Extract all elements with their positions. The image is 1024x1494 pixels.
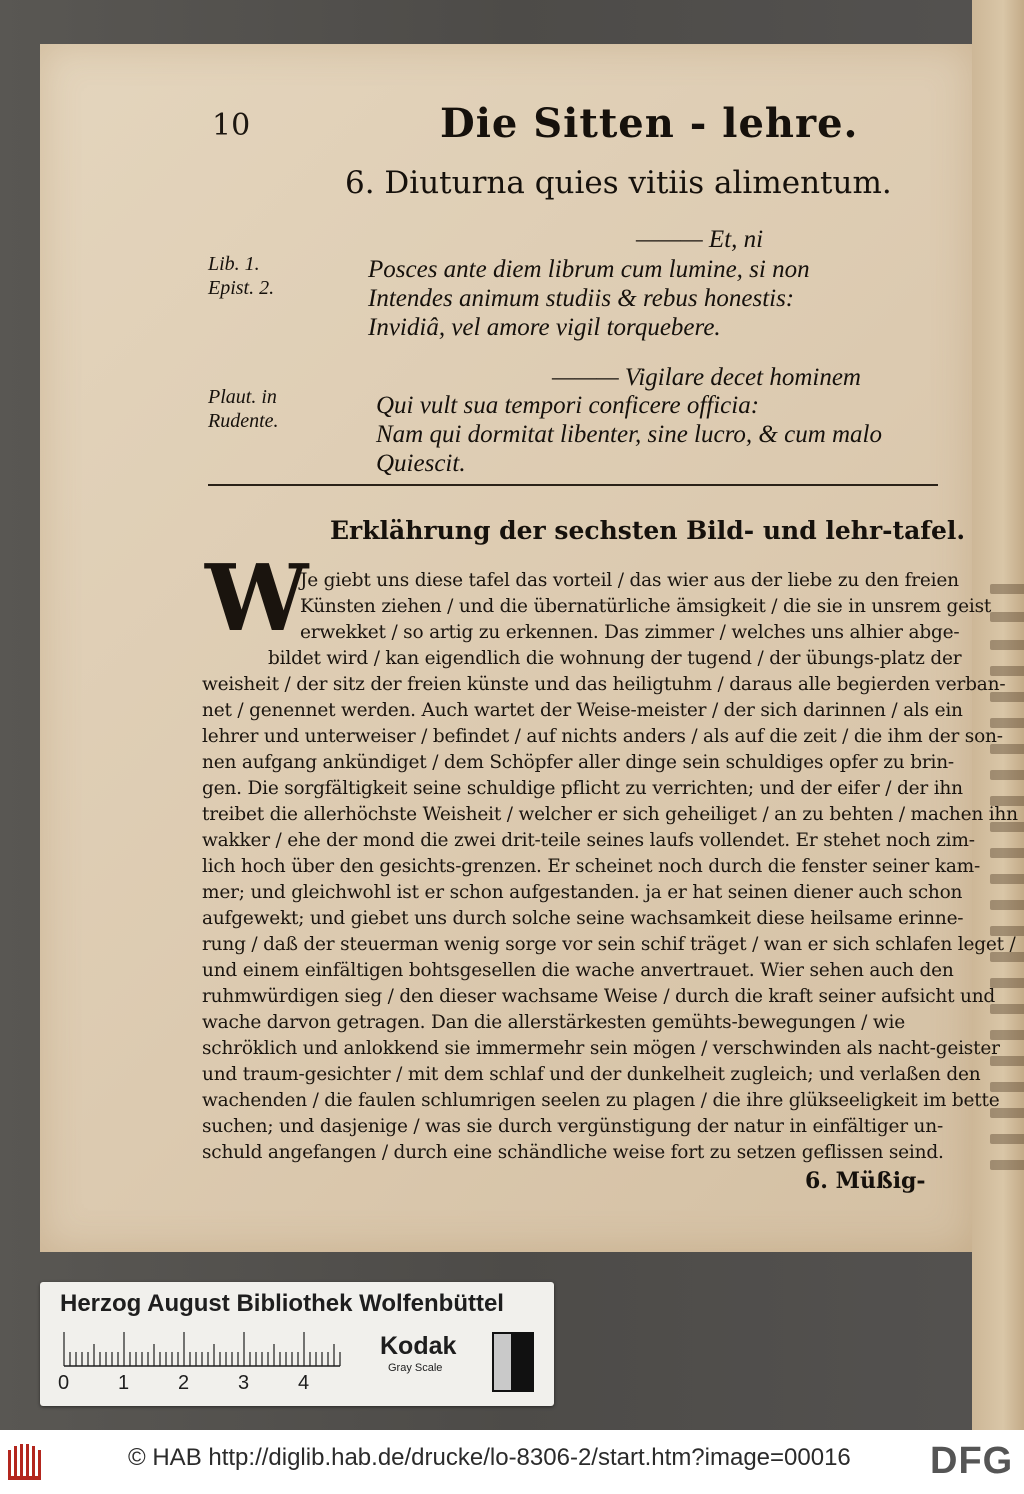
ruler-number: 1 (118, 1372, 130, 1394)
gray-patch-icon (492, 1332, 534, 1392)
body-line: rung / daß der steuerman wenig sorge vor sein schif träget / wan er sich schlafen leget / (202, 934, 1016, 955)
verse-line: Posces ante diem librum cum lumine, si non (368, 256, 810, 283)
body-line: und einem einfältigen bohtsgesellen die wache anvertrauet. Wier sehen auch den (202, 960, 954, 981)
running-head: Die Sitten - lehre. (440, 100, 859, 147)
verse-line: Nam qui dormitat libenter, sine lucro, & cum malo (376, 421, 882, 448)
margin-note-line: Epist. 2. (208, 277, 275, 299)
gray-scale-label: Gray Scale (388, 1362, 443, 1374)
body-line: lehrer und unterweiser / befindet / auf nichts anders / als auf die zeit / die ihm der son- (202, 726, 1003, 747)
body-line: schuld angefangen / durch eine schändliche weise fort zu setzen geflissen seind. (202, 1142, 944, 1163)
body-line: und traum-gesichter / mit dem schlaf und der dunkelheit zugleich; und verlaßen den (202, 1064, 981, 1085)
body-line: wakker / ehe der mond die zwei drit-teile seines laufs vollendet. Er stehet noch zim- (202, 830, 975, 851)
footer-bar (0, 1430, 1024, 1494)
body-line: gen. Die sorgfältigkeit seine schuldige pflicht zu verrichten; und der eifer / der ihn (202, 778, 963, 799)
hab-logo-icon (6, 1440, 50, 1484)
margin-note-line: Plaut. in (208, 386, 277, 408)
body-line: erwekket / so artig zu erkennen. Das zimmer / welches uns alhier abge- (300, 622, 960, 643)
verse-line: Intendes animum studiis & rebus honestis: (368, 285, 795, 312)
page-number: 10 (212, 108, 251, 143)
catchword: 6. Müßig- (805, 1168, 926, 1194)
verse-line: ——— Vigilare decet hominem (552, 364, 861, 391)
verse-line: Quiescit. (376, 450, 466, 477)
body-line: weisheit / der sitz der freien künste und das heiligtuhm / daraus alle begierden verban- (202, 674, 1006, 695)
body-line: wachenden / die faulen schlumrigen seelen zu plagen / die ihre glükseeligkeit im bette (202, 1090, 1000, 1111)
body-line: nen aufgang ankündiget / dem Schöpfer aller dinge sein schuldiges opfer zu brin- (202, 752, 954, 773)
ruler-number: 4 (298, 1372, 310, 1394)
verse-line: ——— Et, ni (636, 226, 764, 253)
decorated-initial: W (205, 544, 309, 652)
section-heading: 6. Diuturna quies vitiis alimentum. (345, 165, 892, 201)
body-line: net / genennet werden. Auch wartet der Weise-meister / der sich darinnen / als ein (202, 700, 963, 721)
margin-note-quote1 (208, 252, 274, 300)
dfg-logo: DFG (930, 1440, 1014, 1482)
body-line: lich hoch über den gesichts-grenzen. Er scheinet noch durch die fenster seiner kam- (202, 856, 981, 877)
body-line: wache darvon getragen. Dan die allerstärkesten gemühts-bewegungen / wie (202, 1012, 905, 1033)
subheading: Erklährung der sechsten Bild- und lehr-tafel. (330, 516, 966, 545)
body-line: bildet wird / kan eigendlich die wohnung der tugend / der übungs-platz der (268, 648, 962, 669)
adjacent-page-edge (972, 0, 1024, 1430)
body-line: Je giebt uns diese tafel das vorteil / das wier aus der liebe zu den freien (300, 570, 959, 591)
kodak-logo: Kodak (380, 1332, 457, 1360)
ruler-number: 3 (238, 1372, 250, 1394)
body-line: treibet die allerhöchste Weisheit / welcher er sich geheiliget / an zu behten / machen ihn (202, 804, 1018, 825)
margin-note-line: Lib. 1. (208, 253, 260, 275)
verse-line: Invidiâ, vel amore vigil torquebere. (368, 314, 721, 341)
body-line: Künsten ziehen / und die übernatürliche ämsigkeit / die sie in unsrem geist (300, 596, 992, 617)
card-title: Herzog August Bibliothek Wolfenbüttel (60, 1290, 504, 1317)
horizontal-rule (208, 484, 938, 486)
scale-card (40, 1282, 554, 1406)
body-line: ruhmwürdigen sieg / den dieser wachsame Weise / durch die kraft seiner aufsicht und (202, 986, 996, 1007)
copyright-link[interactable]: © HAB http://diglib.hab.de/drucke/lo-8306-2/start.htm?image=00016 (128, 1444, 851, 1471)
body-line: aufgewekt; und giebet uns durch solche seine wachsamkeit diese heilsame erinne- (202, 908, 964, 929)
ruler-number: 2 (178, 1372, 190, 1394)
body-line: mer; und gleichwohl ist er schon aufgestanden. ja er hat seinen diener auch schon (202, 882, 963, 903)
margin-note-quote2 (208, 385, 279, 433)
verse-line: Qui vult sua tempori conficere officia: (376, 392, 760, 419)
ruler-number: 0 (58, 1372, 70, 1394)
margin-note-line: Rudente. (208, 410, 279, 432)
body-line: suchen; und dasjenige / was sie durch vergünstigung der natur in einfältiger un- (202, 1116, 944, 1137)
body-line: schröklich und anlokkend sie immermehr sein mögen / verschwinden als nacht-geister (202, 1038, 1000, 1059)
